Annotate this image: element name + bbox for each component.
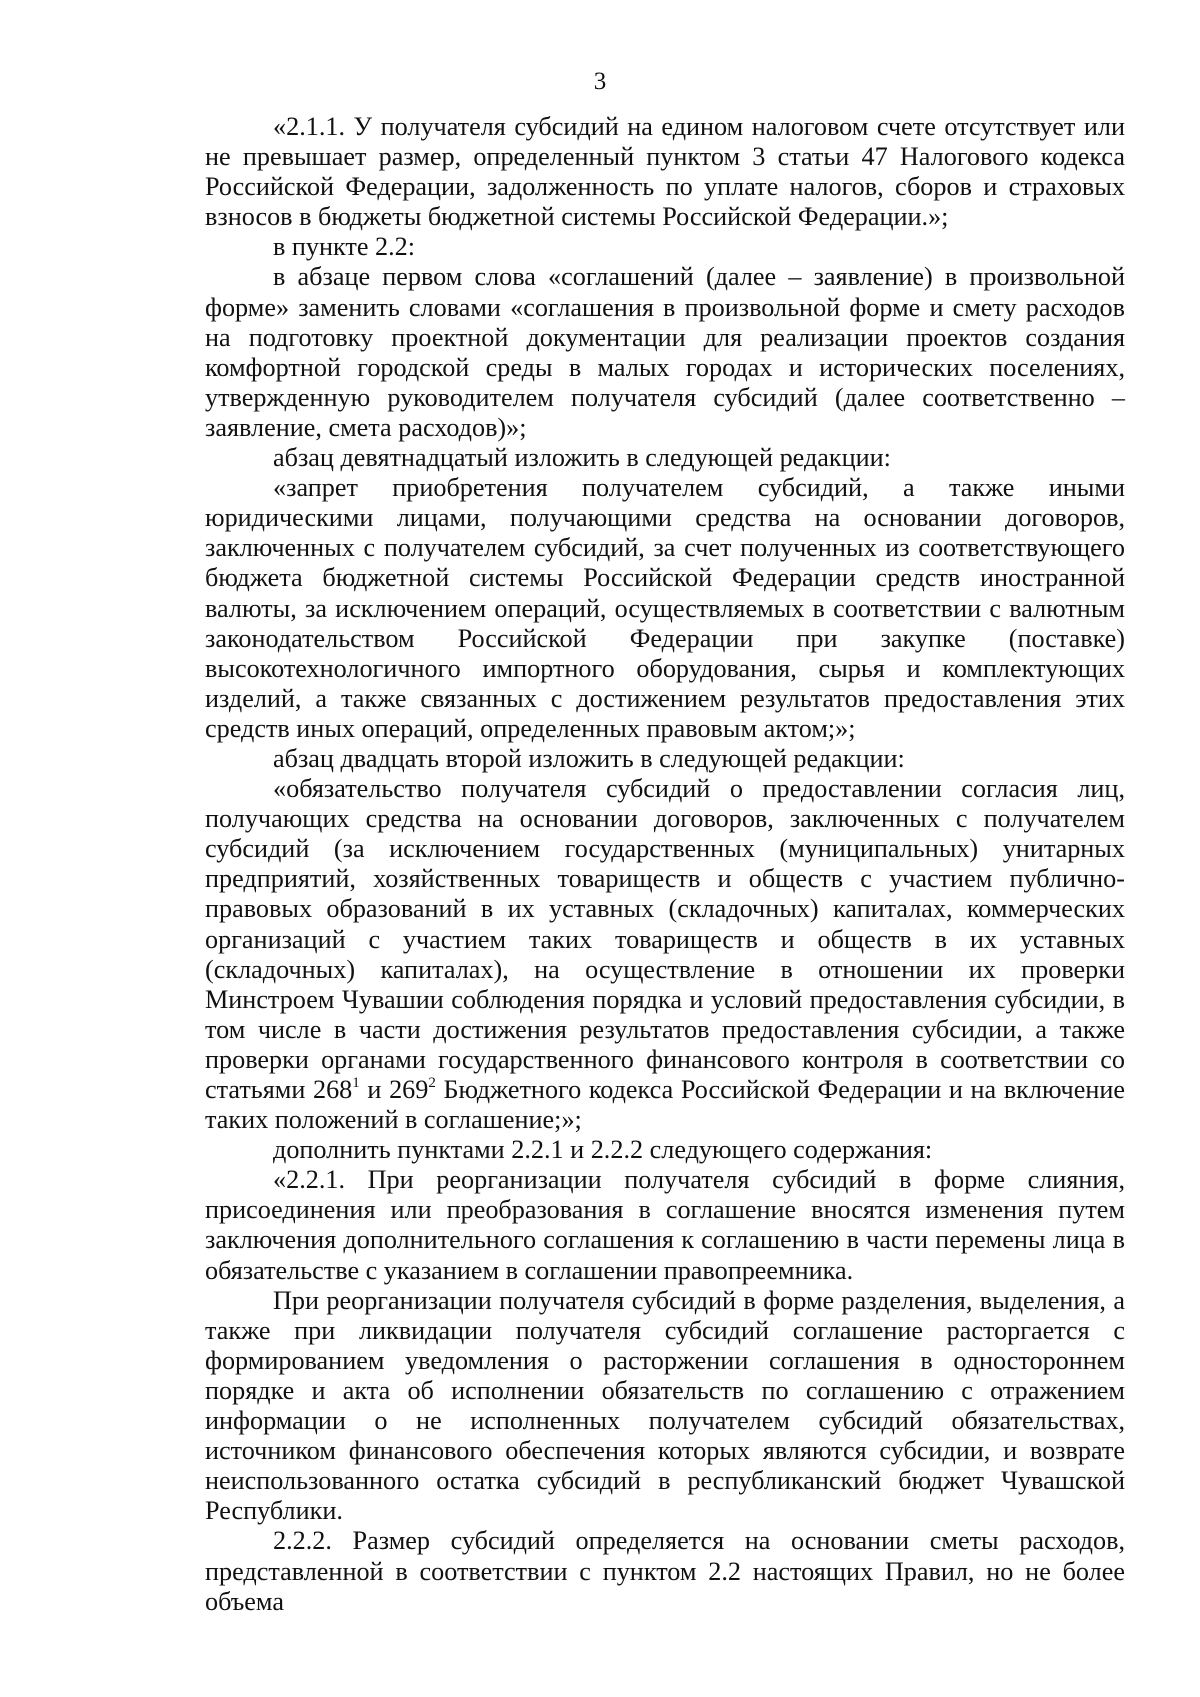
paragraph: дополнить пунктами 2.2.1 и 2.2.2 следующего содержания: [273,1135,933,1165]
paragraph: «запрет приобретения получателем субсидий, а также иными юридическими лицами, получающими средства на основании договоров, заключенных с получателем субсидий, за счет полученных из соответствующего бюджета бюджетной системы Российской Федерации средств иностранной валюты, за исключением операций, осуществляемых в соответствии с валютным законодательством Российской Федерации при закупке (поставке) высокотехнологичного импортного оборудования, сырья и комплектующих изделий, а также связанных с достижением результатов предоставления этих средств иных операций, определенных правовым актом;»; [205,473,1125,743]
paragraph-text: и 269 [359,1075,429,1104]
paragraph: в пункте 2.2: [273,232,416,262]
paragraph: абзац двадцать второй изложить в следующей редакции: [273,743,905,773]
paragraph: 2.2.2. Размер субсидий определяется на основании сметы расходов, представленной в соответствии с пунктом 2.2 настоящих Правил, но не более объема [205,1526,1125,1616]
paragraph: «2.2.1. При реорганизации получателя субсидий в форме слияния, присоединения или преобразования в соглашение вносятся изменения путем заключения дополнительного соглашения к соглашению в части перемены лица в обязательстве с указанием в соглашении правопреемника. [205,1165,1125,1285]
superscript-1: 1 [352,1075,360,1091]
paragraph: «2.1.1. У получателя субсидий на едином налоговом счете отсутствует или не превышает размер, определенный пунктом 3 статьи 47 Налогового кодекса Российской Федерации, задолженность по уплате налогов, сборов и страховых взносов в бюджеты бюджетной системы Российской Федерации.»; [205,112,1125,232]
paragraph: При реорганизации получателя субсидий в форме разделения, выделения, а также при ликвидации получателя субсидий соглашение расторгается с формированием уведомления о расторжении соглашения в одностороннем порядке и акта об исполнении обязательств по соглашению с отражением информации о не исполненных получателем субсидий обязательствах, источником финансового обеспечения которых являются субсидии, и возврате неиспользованного остатка субсидий в республиканский бюджет Чувашской Республики. [205,1285,1125,1526]
paragraph-with-superscripts [205,774,1125,1135]
document-body [205,112,1125,1617]
paragraph-text: Бюджетного кодекса Российской Федерации и на включение таких положений в соглашение;»; [205,1075,1125,1135]
superscript-2: 2 [428,1075,436,1091]
paragraph: абзац девятнадцатый изложить в следующей редакции: [273,443,891,473]
page-number: 3 [593,68,607,95]
paragraph: в абзаце первом слова «соглашений (далее – заявление) в произвольной форме» заменить словами «соглашения в произвольной форме и смету расходов на подготовку проектной документации для реализации проектов создания комфортной городской среды в малых городах и исторических поселениях, утвержденную руководителем получателя субсидий (далее соответственно – заявление, смета расходов)»; [205,262,1125,442]
paragraph-text: «обязательство получателя субсидий о предоставлении согласия лиц, получающих средства на основании договоров, заключенных с получателем субсидий (за исключением государственных (муниципальных) унитарных предприятий, хозяйственных товариществ и обществ с участием публично-правовых образований в их уставных (складочных) капиталах, коммерческих организаций с участием таких товариществ и обществ в их уставных (складочных) капиталах), на осуществление в отношении их проверки Минстроем Чувашии соблюдения порядка и условий предоставления субсидии, в том числе в части достижения результатов предоставления субсидии, а также проверки органами государственного финансового контроля в соответствии со статьями 268 [205,774,1125,1104]
